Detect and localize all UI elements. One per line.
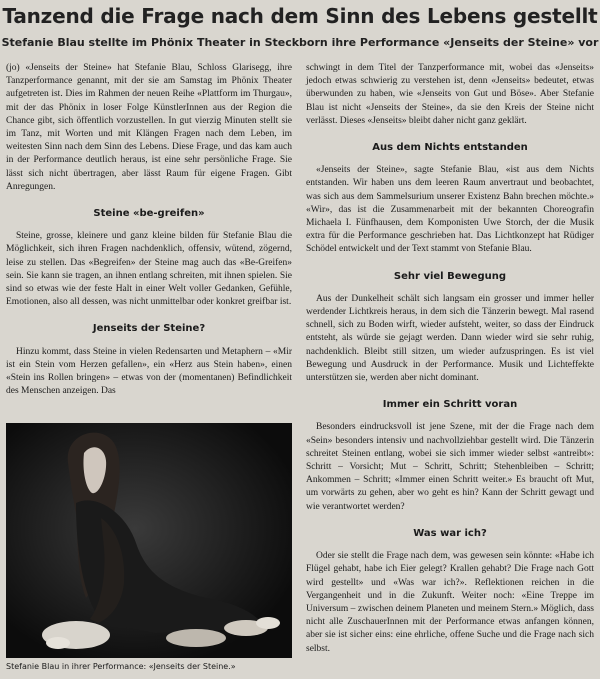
body-paragraph: Steine, grosse, kleinere und ganz kleine bilden für Stefanie Blau die Möglichkeit, sich ihren Fragen nachdenklich, offensiv, wütend, zögernd, leise zu stellen. Das «Begreifen» der Steine mag auch das «Be-Greifen» sein. Sie kann sie tragen, an ihnen entlang schreiten, mit ihnen spielen. Sie sind so etwas wie der feste Halt in einer Welt voller Gedanken, Gefühle, Emotionen, also all dessen, was nicht unmittelbar oder konkret greifbar ist.: [6, 231, 292, 308]
article-subheadline: Stefanie Blau stellte im Phönix Theater in Steckborn ihre Performance «Jenseits der Steine» vor: [1, 36, 599, 49]
photo-caption: Stefanie Blau in ihrer Performance: «Jenseits der Steine.»: [6, 662, 236, 671]
article-headline: Tanzend die Frage nach dem Sinn des Lebens gestellt: [2, 4, 598, 28]
intro-paragraph: (jo) «Jenseits der Steine» hat Stefanie Blau, Schloss Glarisegg, ihre Tanzperformance genannt, mit der sie am Samstag im Phönix Theater aufgetreten ist. Dies im Rahmen der neuen Reihe «Plattform im Thurgau», mit der das Phönix in loser Folge KünstlerInnen aus der Region die Chance gibt, sich öffentlich vorzustellen. In gut vierzig Minuten stellt sie im Tanz, mit Worten und mit Klängen Fragen nach dem Leben, im weitesten Sinn nach dem Sinn des Lebens. Diese Frage, und das kam auch in der Performance deutlich heraus, ist eine sehr persönliche Frage. Sie lässt sich nicht übertragen, aber lässt Raum für eigene Fragen. Gibt Anregungen.: [6, 63, 292, 192]
body-paragraph: Hinzu kommt, dass Steine in vielen Redensarten und Metaphern – «Mir ist ein Stein vom Herzen gefallen», ein «Herz aus Stein haben», einen «Stein ins Rollen bringen» – etwas von der (momentanen) Befindlichkeit des Menschen anzeigen. Das: [6, 346, 292, 397]
section-heading: Was war ich?: [413, 527, 487, 539]
body-paragraph: Oder sie stellt die Frage nach dem, was gewesen sein könnte: «Habe ich Flügel gehabt, habe ich Eier gelegt? Krallen gehabt? Die Frage nach Gott wird gestellt» und «Was war ich?». Reflektionen reichen in die Vergangenheit und in die Zukunft. Weiter noch: «Eine Treppe im Universum – zwischen deinem Planeten und meinem Stern.» Möglich, dass nicht alle ZuschauerInnen mit der Performance etwas anfangen können, aber sie ist sicher eins: eine ehrliche, offene Suche und die Frage nach sich selbst.: [306, 551, 594, 654]
body-paragraph: schwingt in dem Titel der Tanzperformance mit, wobei das «Jenseits» jedoch etwas schwierig zu verstehen ist, denn «Jenseits» bedeutet, etwas überwunden zu haben, wie «Jenseits von Gut und Böse». Aber Stefanie Blau ist nicht «Jenseits der Steine», da sie den Kreis der Steine nicht verlässt. Dieses «Jenseits» bleibt daher nicht ganz geklärt.: [306, 63, 594, 126]
body-paragraph: «Jenseits der Steine», sagte Stefanie Blau, «ist aus dem Nichts entstanden. Wir haben uns dem leeren Raum anvertraut und beobachtet, was sich aus dem Sammelsurium unserer Existenz Bahn brechen möchte.» «Wir», das ist die Zusammenarbeit mit der bekannten Choreografin Michaela I. Fünfhausen, dem Komponisten Uwe Storch, der die Musik extra für die Performance geschrieben hat. Das Lichtkonzept hat Rüdiger Schödel entwickelt und der Text stammt von Stefanie Blau.: [306, 165, 594, 255]
section-heading: Immer ein Schritt voran: [382, 399, 518, 411]
right-column: [306, 62, 594, 656]
section-heading: Aus dem Nichts entstanden: [372, 142, 528, 154]
performance-photo: [6, 423, 292, 658]
section-heading: Jenseits der Steine?: [92, 323, 206, 335]
section-heading: Steine «be-greifen»: [93, 208, 205, 220]
body-paragraph: Besonders eindrucksvoll ist jene Szene, mit der die Frage nach dem «Sein» besonders intensiv und nachvollziehbar gestellt wird. Die Tänzerin schreitet Steinen entlang, wobei sie sich immer wieder selbst «antreibt»: Schritt – Vorsicht; Mut – Schritt, Schritt; Stehenbleiben – Schritt; Ankommen – Schritt; «Immer einen Schritt weiter.» Es braucht oft Mut, um vorwärts zu gehen, aber wo geht es hin? Kann der Schritt gewagt und wie verantwortet werden?: [306, 422, 594, 512]
body-paragraph: Aus der Dunkelheit schält sich langsam ein grosser und immer heller werdender Lichtkreis heraus, in dem sich die Tänzerin bewegt. Mal rasend schnell, sich zu Boden wirft, wieder aufsteht, weiter, so dass der Eindruck entsteht, als würde sie gejagt werden. Dann wieder wird sie sehr ruhig, nachdenklich. Bleibt still sitzen, um wieder aufzuspringen. Es ist viel Bewegung und Ausdruck in der Performance. Musik und Lichteffekte unterstützen sie, werden aber nicht dominant.: [306, 293, 594, 384]
section-heading: Sehr viel Bewegung: [393, 270, 507, 282]
left-column: [6, 62, 292, 398]
